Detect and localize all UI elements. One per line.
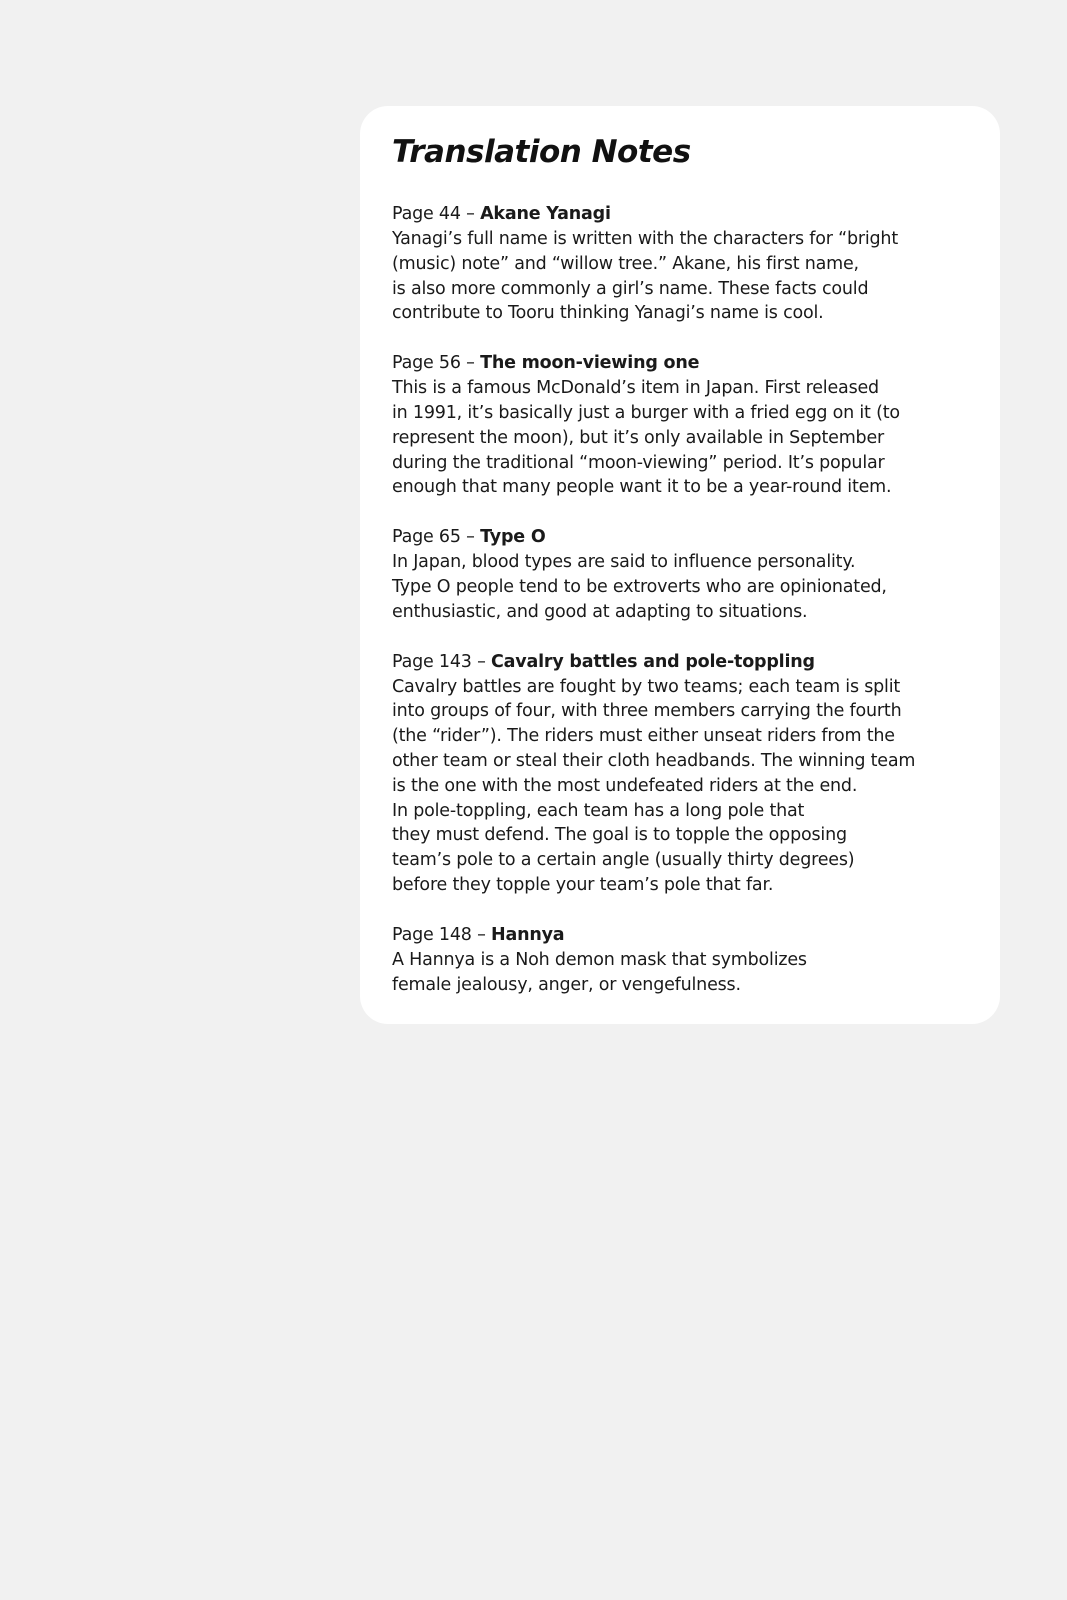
note-heading: [392, 202, 980, 227]
note-text-line: contribute to Tooru thinking Yanagi’s name is cool.: [392, 303, 824, 324]
translation-notes-card: [360, 106, 1000, 1024]
note-text-line: during the traditional “moon-viewing” period. It’s popular: [392, 452, 885, 473]
note-text-line: is also more commonly a girl’s name. These facts could: [392, 278, 869, 299]
note-text-line: Cavalry battles are fought by two teams; each team is split: [392, 676, 901, 697]
note-page-ref: Page 44 –: [392, 204, 481, 224]
note-text-line: enthusiastic, and good at adapting to situations.: [392, 601, 808, 622]
note-text-line: is the one with the most undefeated riders at the end.: [392, 775, 858, 796]
note-topic: Akane Yanagi: [480, 204, 611, 224]
note-topic: Type O: [480, 527, 546, 548]
note-text-line: Type O people tend to be extroverts who are opinionated,: [392, 576, 887, 597]
page-title: Translation Notes: [392, 134, 691, 170]
note-heading: [392, 650, 980, 675]
note-page-ref: Page 65 –: [392, 527, 481, 548]
note-entry: [392, 650, 980, 898]
note-page-ref: Page 143 –: [392, 651, 492, 672]
note-entry: [392, 202, 980, 326]
note-heading: [392, 525, 980, 550]
note-text-line: enough that many people want it to be a year-round item.: [392, 477, 892, 498]
note-text-line: other team or steal their cloth headbands. The winning team: [392, 750, 916, 771]
note-entry: [392, 923, 980, 998]
note-text-line: A Hannya is a Noh demon mask that symbolizes: [392, 949, 807, 970]
note-page-ref: Page 56 –: [392, 353, 481, 374]
note-text-line: into groups of four, with three members carrying the fourth: [392, 701, 902, 722]
note-topic: Cavalry battles and pole-toppling: [491, 651, 815, 672]
note-text-line: in 1991, it’s basically just a burger with a fried egg on it (to: [392, 402, 900, 423]
note-text-line: team’s pole to a certain angle (usually thirty degrees): [392, 850, 855, 871]
note-text-line: before they topple your team’s pole that far.: [392, 874, 774, 895]
note-text-line: Yanagi’s full name is written with the characters for “bright: [392, 229, 898, 249]
note-topic: The moon-viewing one: [480, 353, 700, 374]
note-topic: Hannya: [491, 924, 565, 945]
note-text-line: they must defend. The goal is to topple the opposing: [392, 825, 847, 846]
note-page-ref: Page 148 –: [392, 924, 492, 945]
note-heading: [392, 351, 980, 376]
note-entry: [392, 351, 980, 500]
note-heading: [392, 923, 980, 948]
note-text-line: (music) note” and “willow tree.” Akane, his first name,: [392, 253, 859, 274]
note-text-line: In pole-toppling, each team has a long pole that: [392, 800, 805, 821]
note-entry: [392, 525, 980, 624]
note-text-line: (the “rider”). The riders must either unseat riders from the: [392, 726, 895, 747]
note-text-line: represent the moon), but it’s only available in September: [392, 427, 885, 448]
note-text-line: This is a famous McDonald’s item in Japan. First released: [392, 378, 879, 399]
note-text-line: In Japan, blood types are said to influence personality.: [392, 552, 856, 573]
note-text-line: female jealousy, anger, or vengefulness.: [392, 974, 741, 995]
